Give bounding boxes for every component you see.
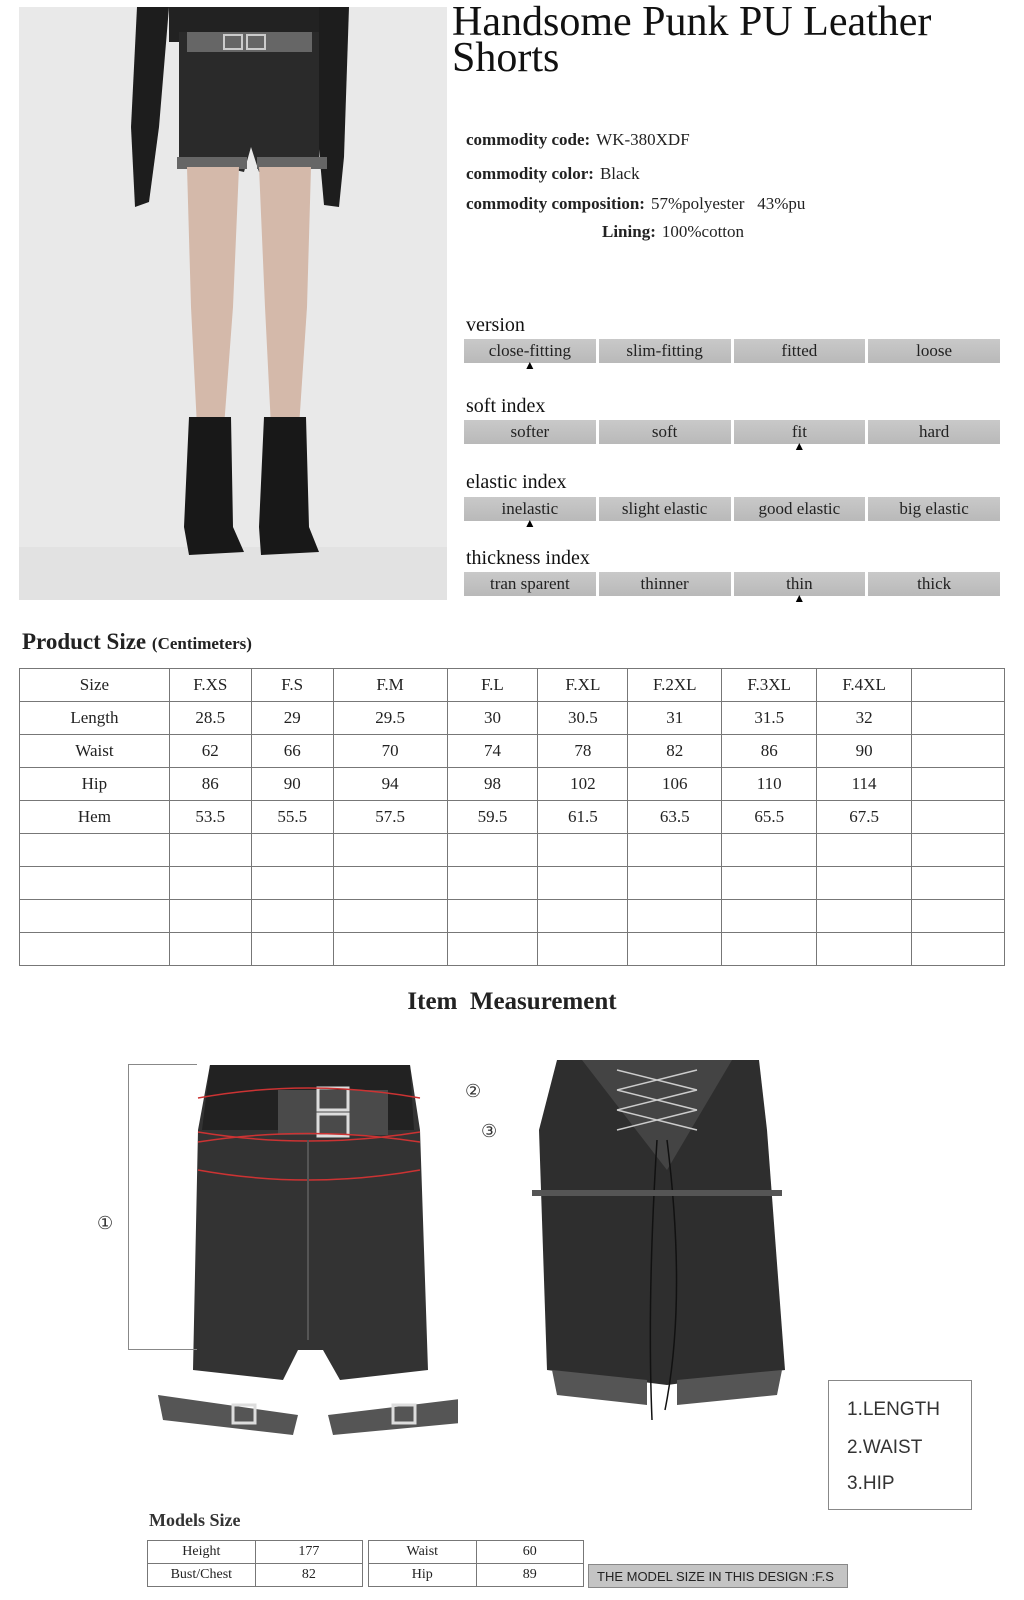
size-cell (912, 801, 1005, 834)
size-cell (912, 702, 1005, 735)
marker-length: ① (97, 1213, 114, 1234)
model-measure-label: Height (148, 1541, 256, 1564)
spec-label: commodity color: (466, 164, 594, 183)
scale-option: soft (599, 420, 731, 444)
spec-color (466, 164, 640, 184)
size-cell (628, 900, 722, 933)
size-cell (912, 834, 1005, 867)
size-cell: 98 (447, 768, 538, 801)
legend-length: 1.LENGTH (847, 1399, 940, 1420)
size-cell (628, 933, 722, 966)
models-size-title: Models Size (149, 1510, 241, 1530)
size-header-cell: F.2XL (628, 669, 722, 702)
size-table (19, 668, 1005, 966)
size-cell: 90 (817, 735, 912, 768)
size-header-cell (912, 669, 1005, 702)
scale-option: good elastic (734, 497, 866, 521)
size-table-row (20, 900, 1005, 933)
size-cell (447, 900, 538, 933)
model-size-note: THE MODEL SIZE IN THIS DESIGN :F.S (588, 1564, 848, 1588)
size-table-row (20, 702, 1005, 735)
size-cell: 55.5 (251, 801, 333, 834)
model-measure-label: Hip (369, 1564, 477, 1587)
size-cell: 66 (251, 735, 333, 768)
size-cell: 30 (447, 702, 538, 735)
size-cell: 114 (817, 768, 912, 801)
scale-option: thick (868, 572, 1000, 596)
size-header-cell: F.L (447, 669, 538, 702)
size-header-cell: F.XL (538, 669, 628, 702)
spec-label: commodity code: (466, 130, 591, 149)
size-cell: 32 (817, 702, 912, 735)
size-table-row (20, 768, 1005, 801)
size-table-row (20, 834, 1005, 867)
size-cell: 67.5 (817, 801, 912, 834)
size-cell (333, 867, 447, 900)
soft-index-scale (464, 420, 1000, 444)
size-cell (722, 900, 817, 933)
spec-value: 100%cotton (661, 222, 745, 241)
size-cell: 86 (722, 735, 817, 768)
size-cell (251, 900, 333, 933)
scale-option: softer (464, 420, 596, 444)
size-cell: 102 (538, 768, 628, 801)
size-row-label (20, 867, 170, 900)
size-cell (169, 834, 251, 867)
scale-option: fitted (734, 339, 866, 363)
size-cell: 90 (251, 768, 333, 801)
thickness-index-label: thickness index (466, 547, 590, 569)
size-row-label (20, 900, 170, 933)
elastic-index-label: elastic index (466, 471, 567, 493)
model-measure-label: Waist (369, 1541, 477, 1564)
size-table-row (20, 933, 1005, 966)
size-cell (169, 867, 251, 900)
size-cell: 31 (628, 702, 722, 735)
scale-option: inelastic ▲ (464, 497, 596, 521)
size-row-label (20, 834, 170, 867)
model-measure-value: 177 (255, 1541, 362, 1564)
size-cell (538, 933, 628, 966)
size-cell (333, 834, 447, 867)
size-header-cell: Size (20, 669, 170, 702)
size-cell (333, 900, 447, 933)
size-cell: 110 (722, 768, 817, 801)
size-cell (251, 834, 333, 867)
size-cell: 70 (333, 735, 447, 768)
scale-option: fit ▲ (734, 420, 866, 444)
size-cell (912, 768, 1005, 801)
scale-option: close-fitting ▲ (464, 339, 596, 363)
size-cell (251, 867, 333, 900)
size-cell (628, 867, 722, 900)
size-header-cell: F.4XL (817, 669, 912, 702)
size-table-header (20, 669, 1005, 702)
size-cell: 74 (447, 735, 538, 768)
product-size-title (22, 629, 252, 655)
size-table-row (20, 867, 1005, 900)
scale-option: thin ▲ (734, 572, 866, 596)
scale-option: slight elastic (599, 497, 731, 521)
size-cell (169, 933, 251, 966)
thickness-index-scale (464, 572, 1000, 596)
size-cell (912, 867, 1005, 900)
spec-value: WK-380XDF (596, 130, 690, 149)
size-cell: 86 (169, 768, 251, 801)
size-cell (817, 900, 912, 933)
size-cell (817, 867, 912, 900)
version-label: version (466, 314, 525, 336)
size-cell (817, 933, 912, 966)
model-photo (19, 7, 447, 600)
size-row-label: Hem (20, 801, 170, 834)
soft-index-label: soft index (466, 395, 546, 417)
scale-option: slim-fitting (599, 339, 731, 363)
length-bracket (128, 1064, 197, 1350)
scale-option: tran sparent (464, 572, 596, 596)
size-cell (447, 933, 538, 966)
marker-waist: ② (465, 1081, 482, 1102)
size-header-cell: F.S (251, 669, 333, 702)
spec-value: 57%polyester 43%pu (650, 194, 806, 213)
model-measure-label: Bust/Chest (148, 1564, 256, 1587)
product-size-unit: (Centimeters) (151, 634, 252, 653)
scale-option: loose (868, 339, 1000, 363)
model-measure-value: 82 (255, 1564, 362, 1587)
size-cell: 62 (169, 735, 251, 768)
size-cell: 29 (251, 702, 333, 735)
legend-waist: 2.WAIST (847, 1437, 923, 1458)
size-cell (333, 933, 447, 966)
size-cell: 65.5 (722, 801, 817, 834)
model-measure-value: 89 (476, 1564, 583, 1587)
size-row-label: Hip (20, 768, 170, 801)
size-cell (912, 900, 1005, 933)
size-cell (538, 900, 628, 933)
size-cell (251, 933, 333, 966)
size-header-cell: F.XS (169, 669, 251, 702)
size-cell: 106 (628, 768, 722, 801)
size-cell: 31.5 (722, 702, 817, 735)
scale-option: big elastic (868, 497, 1000, 521)
size-cell: 53.5 (169, 801, 251, 834)
size-header-cell: F.M (333, 669, 447, 702)
shorts-back-image (517, 1050, 817, 1475)
marker-hip: ③ (481, 1121, 498, 1142)
scale-option: thinner (599, 572, 731, 596)
spec-composition (466, 194, 805, 214)
elastic-index-scale (464, 497, 1000, 521)
size-cell (912, 735, 1005, 768)
model-measure-value: 60 (476, 1541, 583, 1564)
size-cell (628, 834, 722, 867)
scale-option: hard (868, 420, 1000, 444)
version-scale (464, 339, 1000, 363)
size-cell: 30.5 (538, 702, 628, 735)
models-table-right (368, 1540, 584, 1587)
size-cell (722, 933, 817, 966)
size-cell (817, 834, 912, 867)
spec-lining (602, 222, 744, 242)
size-cell (722, 834, 817, 867)
size-header-cell: F.3XL (722, 669, 817, 702)
size-cell: 59.5 (447, 801, 538, 834)
size-row-label (20, 933, 170, 966)
size-table-row (20, 801, 1005, 834)
product-title: Handsome Punk PU Leather Shorts (452, 0, 932, 81)
size-cell: 57.5 (333, 801, 447, 834)
size-cell: 78 (538, 735, 628, 768)
size-cell: 28.5 (169, 702, 251, 735)
spec-code (466, 130, 690, 150)
size-cell (538, 867, 628, 900)
size-cell: 61.5 (538, 801, 628, 834)
size-table-row (20, 735, 1005, 768)
size-row-label: Waist (20, 735, 170, 768)
shorts-front-image (158, 1050, 458, 1475)
size-cell (722, 867, 817, 900)
spec-value: Black (599, 164, 640, 183)
size-cell (169, 900, 251, 933)
size-cell: 63.5 (628, 801, 722, 834)
product-size-heading: Product Size (22, 629, 147, 654)
size-cell (447, 867, 538, 900)
measurement-legend (828, 1380, 972, 1510)
size-cell: 29.5 (333, 702, 447, 735)
spec-label: commodity composition: (466, 194, 645, 213)
models-table-left (147, 1540, 363, 1587)
size-cell: 94 (333, 768, 447, 801)
size-cell (538, 834, 628, 867)
size-cell: 82 (628, 735, 722, 768)
size-row-label: Length (20, 702, 170, 735)
item-measurement-title: Item Measurement (407, 988, 617, 1015)
size-cell (912, 933, 1005, 966)
spec-label: Lining: (602, 222, 656, 241)
size-cell (447, 834, 538, 867)
legend-hip: 3.HIP (847, 1473, 895, 1494)
